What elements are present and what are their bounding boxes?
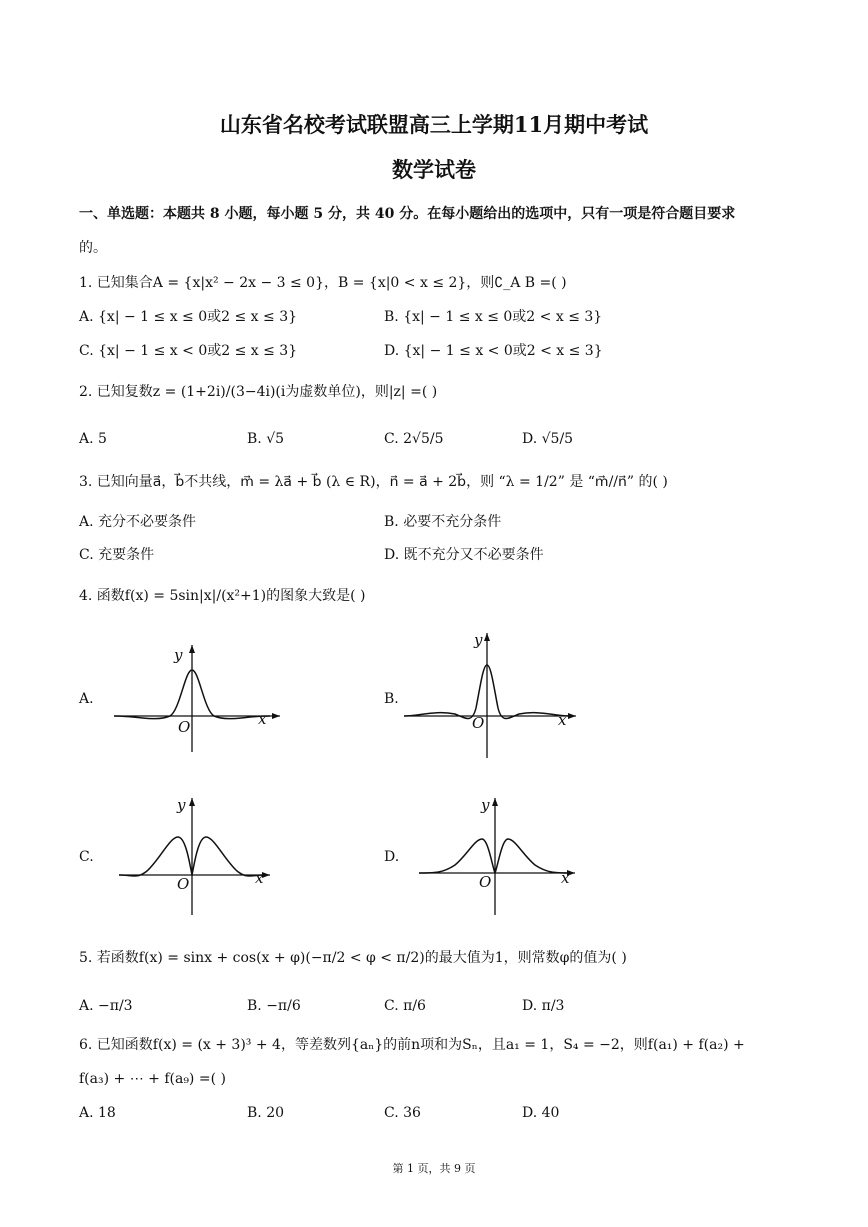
question-4-stem: 4. 函数f(x) = 5sin|x|/(x²+1)的图象大致是( ) bbox=[79, 588, 366, 604]
x-axis-label: x bbox=[258, 710, 267, 728]
y-axis-label: y bbox=[174, 646, 183, 664]
question-4-option-d: D. bbox=[384, 849, 400, 865]
x-axis-label: x bbox=[255, 869, 264, 887]
question-1-stem: 1. 已知集合A = {x|x² − 2x − 3 ≤ 0}，B = {x|0 < x ≤ 2}，则∁_A B =( ) bbox=[79, 275, 567, 291]
question-5-option-b: B. −π/6 bbox=[247, 998, 301, 1014]
question-2-option-d: D. √5/5 bbox=[522, 431, 574, 447]
question-2-stem: 2. 已知复数z = (1+2i)/(3−4i)(i为虚数单位)，则|z| =( ) bbox=[79, 384, 438, 400]
section-heading: 一、单选题：本题共 8 小题，每小题 5 分，共 40 分。在每小题给出的选项中，只有一项是符合题目要求 bbox=[79, 206, 736, 222]
x-axis-label: x bbox=[561, 869, 570, 887]
question-6-option-d: D. 40 bbox=[522, 1105, 560, 1121]
question-3-option-a: A. 充分不必要条件 bbox=[79, 514, 197, 530]
question-6-option-a: A. 18 bbox=[79, 1105, 116, 1121]
graph-option-c bbox=[115, 793, 275, 918]
question-4-option-c: C. bbox=[79, 849, 94, 865]
question-4-option-a: A. bbox=[79, 691, 94, 707]
question-6-option-c: C. 36 bbox=[384, 1105, 421, 1121]
question-2-option-b: B. √5 bbox=[247, 431, 285, 447]
y-axis-label: y bbox=[481, 796, 490, 814]
question-3-option-d: D. 既不充分又不必要条件 bbox=[384, 547, 544, 563]
section-heading-cont: 的。 bbox=[79, 240, 107, 256]
graph-option-b bbox=[400, 628, 580, 763]
origin-label: O bbox=[177, 875, 190, 893]
graph-option-d bbox=[415, 793, 580, 918]
question-3-option-c: C. 充要条件 bbox=[79, 547, 155, 563]
x-axis-label: x bbox=[558, 711, 567, 729]
origin-label: O bbox=[178, 718, 191, 736]
origin-label: O bbox=[472, 714, 485, 732]
y-axis-label: y bbox=[177, 796, 186, 814]
question-2-option-a: A. 5 bbox=[79, 431, 107, 447]
question-6-option-b: B. 20 bbox=[247, 1105, 285, 1121]
document-subtitle: 数学试卷 bbox=[392, 157, 476, 182]
question-5-option-a: A. −π/3 bbox=[79, 998, 133, 1014]
question-4-option-b: B. bbox=[384, 691, 399, 707]
question-6-stem: 6. 已知函数f(x) = (x + 3)³ + 4，等差数列{aₙ}的前n项和为Sₙ，且a₁ = 1，S₄ = −2，则f(a₁) + f(a₂) + bbox=[79, 1037, 745, 1053]
y-axis-label: y bbox=[474, 631, 483, 649]
question-5-option-c: C. π/6 bbox=[384, 998, 426, 1014]
document-title: 山东省名校考试联盟高三上学期11月期中考试 bbox=[219, 112, 649, 137]
question-1-option-a: A. {x| − 1 ≤ x ≤ 0或2 ≤ x ≤ 3} bbox=[79, 309, 298, 325]
question-3-stem: 3. 已知向量a⃗，b⃗不共线，m⃗ = λa⃗ + b⃗ (λ ∈ R)，n⃗ = a⃗ + 2b⃗，则 “λ = 1/2” 是 “m⃗//n⃗” 的( ) bbox=[79, 474, 668, 490]
question-1-option-d: D. {x| − 1 ≤ x < 0或2 < x ≤ 3} bbox=[384, 343, 603, 359]
question-1-option-b: B. {x| − 1 ≤ x ≤ 0或2 < x ≤ 3} bbox=[384, 309, 603, 325]
graph-option-a bbox=[110, 640, 285, 755]
question-3-option-b: B. 必要不充分条件 bbox=[384, 514, 502, 530]
question-6-stem-cont: f(a₃) + ⋯ + f(a₉) =( ) bbox=[79, 1071, 226, 1087]
page-footer: 第 1 页，共 9 页 bbox=[392, 1162, 476, 1175]
question-1-option-c: C. {x| − 1 ≤ x < 0或2 ≤ x ≤ 3} bbox=[79, 343, 298, 359]
question-2-option-c: C. 2√5/5 bbox=[384, 431, 444, 447]
origin-label: O bbox=[479, 873, 492, 891]
question-5-stem: 5. 若函数f(x) = sinx + cos(x + φ)(−π/2 < φ < π/2)的最大值为1，则常数φ的值为( ) bbox=[79, 950, 627, 966]
question-5-option-d: D. π/3 bbox=[522, 998, 565, 1014]
